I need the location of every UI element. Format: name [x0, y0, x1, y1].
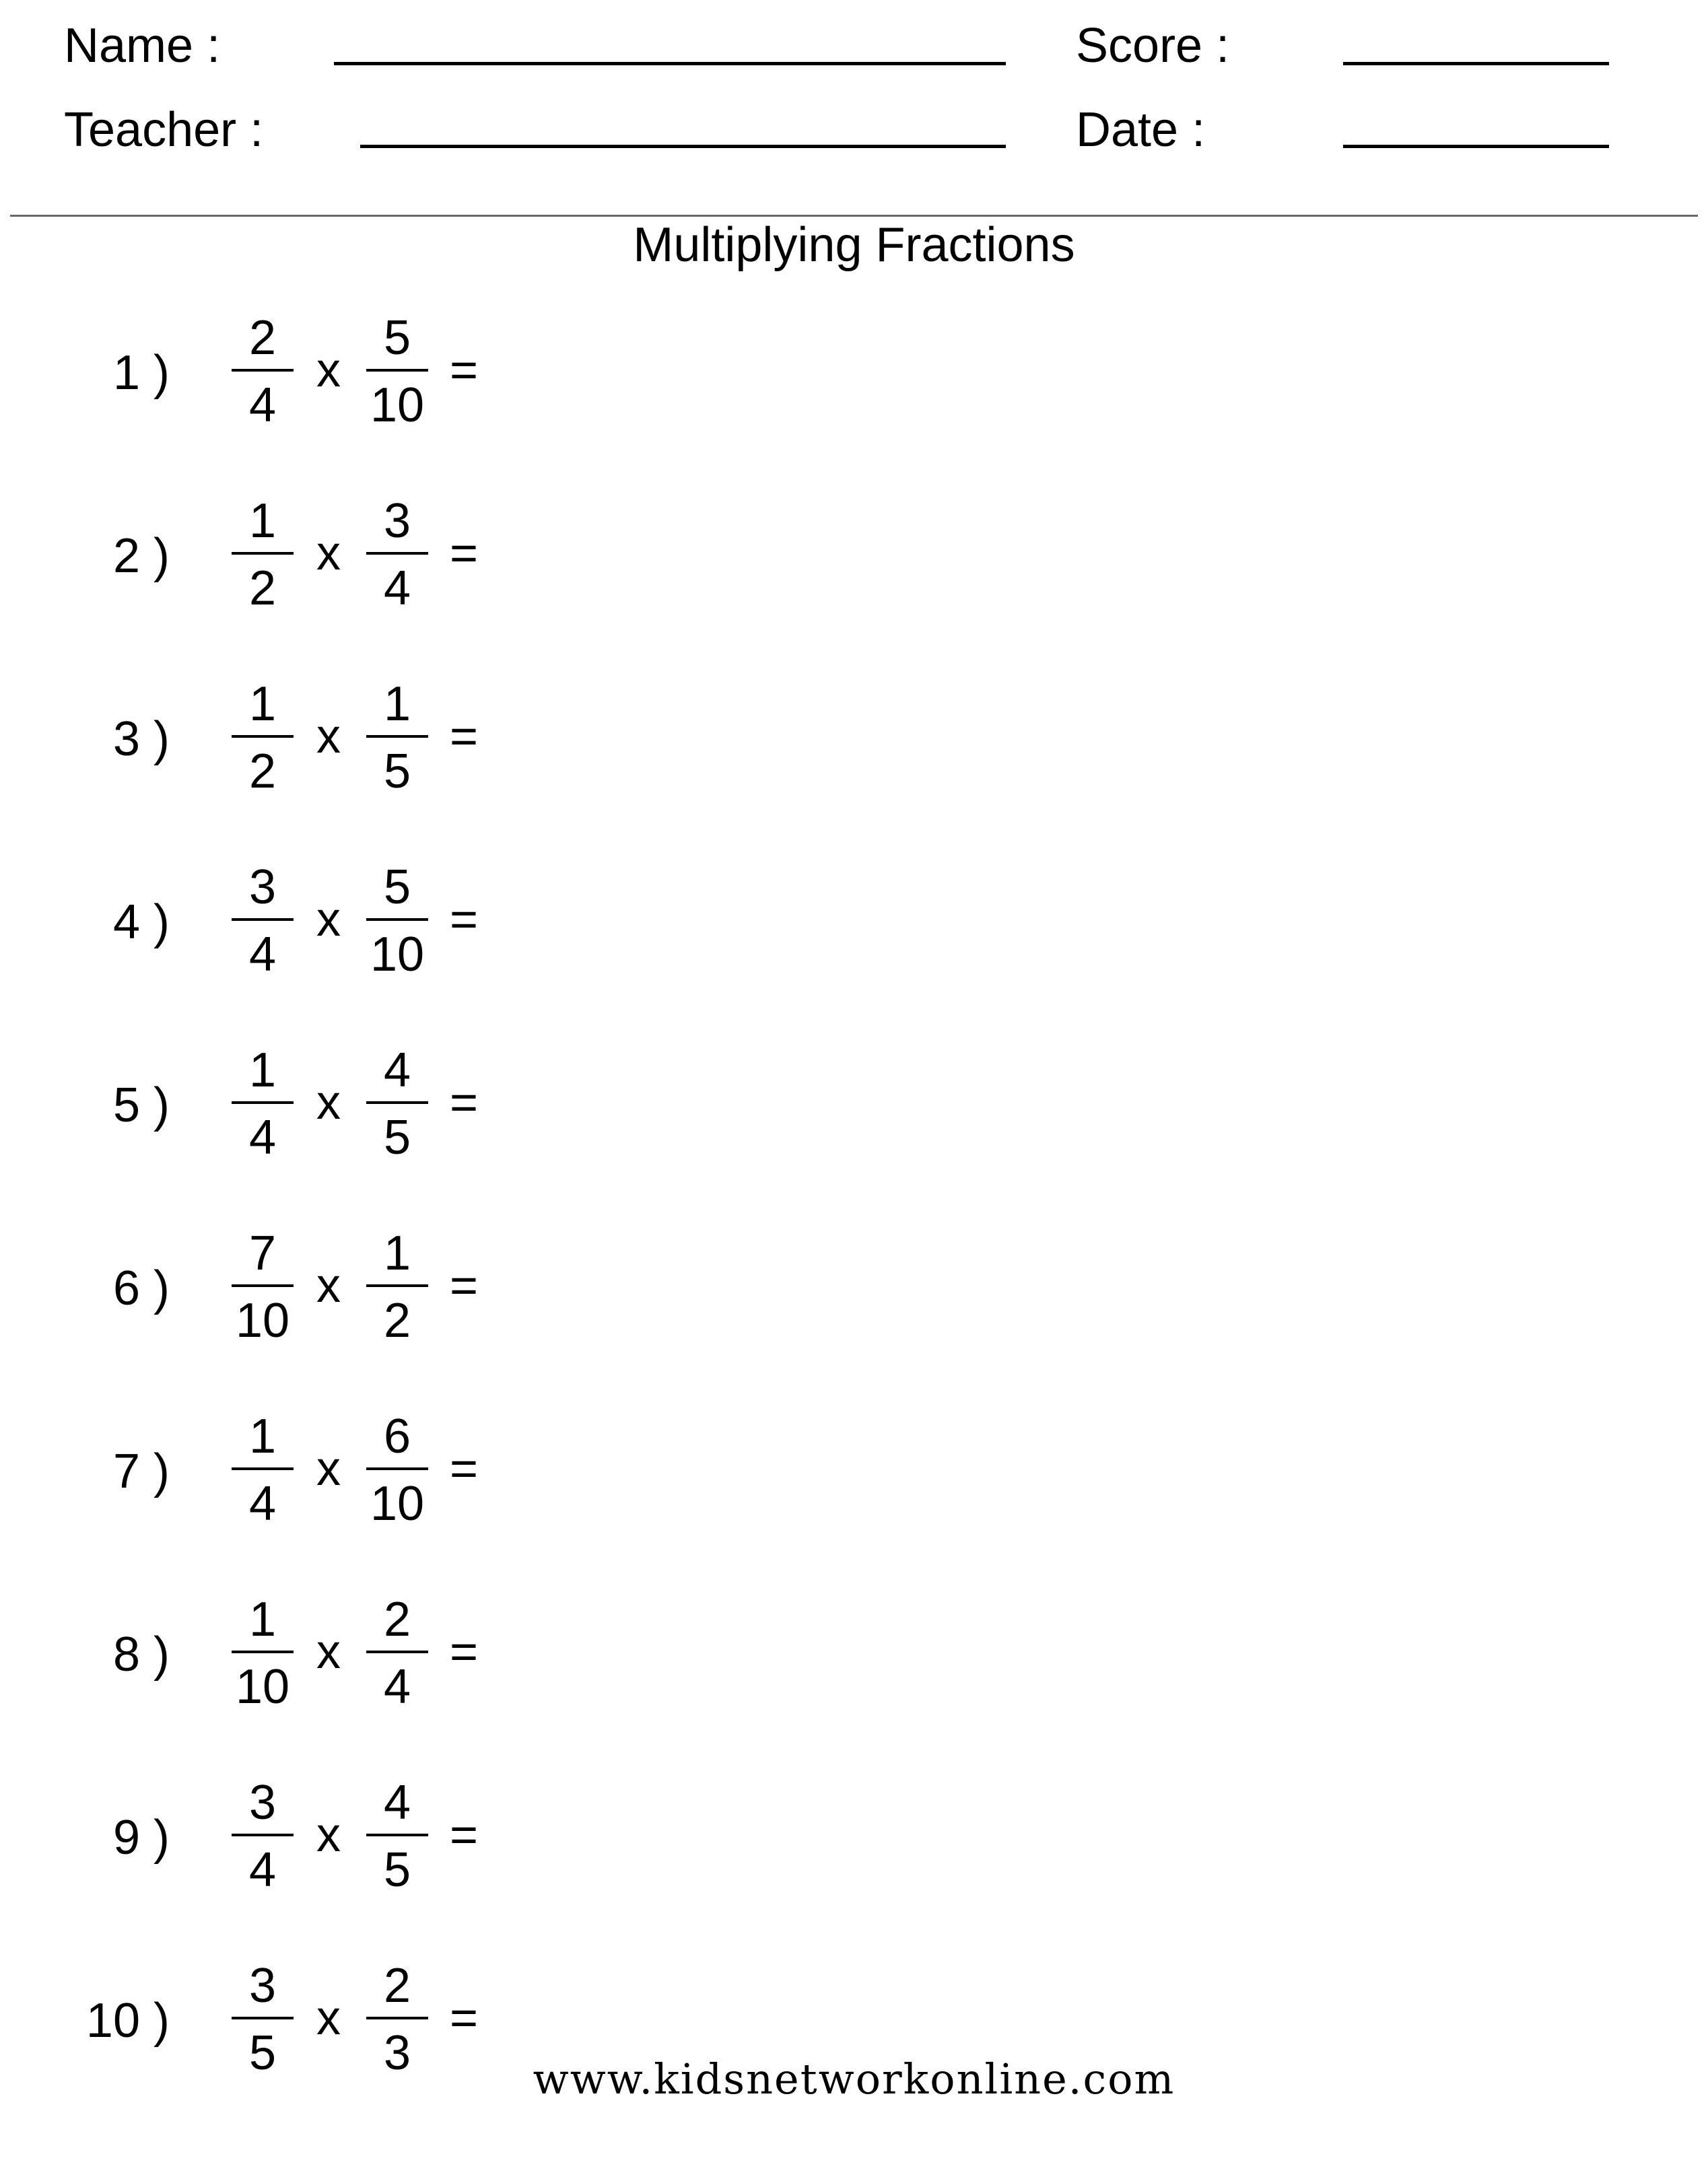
problem-row: [0, 306, 512, 440]
first-numerator: 7: [248, 1226, 277, 1280]
second-fraction-bar: [366, 918, 428, 921]
second-fraction-bar: [366, 2017, 428, 2019]
first-fraction-bar: [232, 918, 294, 921]
problem-number: 10 ): [86, 1994, 170, 2048]
second-numerator: 4: [383, 1776, 411, 1830]
first-denominator: 10: [235, 1660, 290, 1714]
equals-sign: =: [450, 893, 479, 946]
second-fraction: [365, 1404, 430, 1539]
first-fraction: [230, 1770, 295, 1905]
first-denominator: 4: [248, 1477, 277, 1531]
first-numerator: 3: [248, 1959, 277, 2013]
times-sign: x: [316, 1442, 341, 1496]
first-denominator: 4: [248, 928, 277, 981]
times-sign: x: [316, 343, 341, 397]
problem-row: [0, 672, 512, 806]
equals-sign: =: [450, 1808, 479, 1862]
equals-sign: =: [450, 1442, 479, 1496]
problem-number: 9 ): [112, 1811, 170, 1865]
date-field[interactable]: [1343, 145, 1609, 148]
name-field[interactable]: [334, 62, 1006, 65]
first-fraction: [230, 855, 295, 990]
first-denominator: 5: [248, 2026, 277, 2080]
second-fraction: [365, 672, 430, 806]
second-numerator: 1: [383, 677, 411, 731]
second-denominator: 3: [383, 2026, 411, 2080]
first-fraction: [230, 1404, 295, 1539]
first-fraction: [230, 1221, 295, 1356]
second-fraction: [365, 855, 430, 990]
second-numerator: 5: [383, 311, 411, 365]
second-fraction: [365, 1221, 430, 1356]
second-fraction-bar: [366, 735, 428, 738]
first-numerator: 1: [248, 1593, 277, 1647]
second-fraction-bar: [366, 1284, 428, 1287]
times-sign: x: [316, 1991, 341, 2045]
first-denominator: 4: [248, 1843, 277, 1897]
first-denominator: 4: [248, 1111, 277, 1165]
second-fraction: [365, 1587, 430, 1722]
header-divider: [10, 215, 1698, 217]
second-denominator: 4: [383, 1660, 411, 1714]
date-label: Date :: [1076, 103, 1206, 157]
first-fraction-bar: [232, 1651, 294, 1653]
first-fraction-bar: [232, 2017, 294, 2019]
problem-row: [0, 1221, 512, 1356]
first-fraction: [230, 1038, 295, 1173]
second-numerator: 2: [383, 1593, 411, 1647]
equals-sign: =: [450, 1076, 479, 1130]
problem-row: [0, 1587, 512, 1722]
times-sign: x: [316, 1259, 341, 1313]
problem-row: [0, 1770, 512, 1905]
equals-sign: =: [450, 1259, 479, 1313]
second-denominator: 10: [370, 378, 425, 432]
teacher-label: Teacher :: [64, 103, 264, 157]
second-denominator: 4: [383, 561, 411, 615]
first-numerator: 1: [248, 1410, 277, 1463]
problem-number: 7 ): [112, 1445, 170, 1498]
problem-number: 5 ): [112, 1078, 170, 1132]
second-numerator: 1: [383, 1226, 411, 1280]
first-denominator: 4: [248, 378, 277, 432]
problem-row: [0, 1404, 512, 1539]
problem-number: 8 ): [112, 1628, 170, 1682]
first-denominator: 10: [235, 1294, 290, 1348]
second-fraction-bar: [366, 1651, 428, 1653]
second-fraction: [365, 1770, 430, 1905]
second-fraction: [365, 489, 430, 623]
first-fraction: [230, 489, 295, 623]
teacher-field[interactable]: [360, 145, 1006, 148]
first-fraction-bar: [232, 369, 294, 372]
second-numerator: 2: [383, 1959, 411, 2013]
first-fraction-bar: [232, 1101, 294, 1104]
second-denominator: 5: [383, 1111, 411, 1165]
problem-number: 4 ): [112, 895, 170, 949]
first-fraction: [230, 306, 295, 440]
second-numerator: 4: [383, 1043, 411, 1097]
times-sign: x: [316, 893, 341, 946]
times-sign: x: [316, 526, 341, 580]
times-sign: x: [316, 1076, 341, 1130]
second-fraction-bar: [366, 552, 428, 555]
first-numerator: 1: [248, 1043, 277, 1097]
second-fraction: [365, 306, 430, 440]
second-numerator: 6: [383, 1410, 411, 1463]
name-label: Name :: [64, 19, 221, 73]
second-numerator: 5: [383, 860, 411, 914]
first-numerator: 1: [248, 677, 277, 731]
first-denominator: 2: [248, 561, 277, 615]
first-numerator: 3: [248, 1776, 277, 1830]
website-footer: www.kidsnetworkonline.com: [533, 2054, 1175, 2104]
second-fraction-bar: [366, 369, 428, 372]
first-denominator: 2: [248, 744, 277, 798]
score-label: Score :: [1076, 19, 1230, 73]
problem-row: [0, 1038, 512, 1173]
score-field[interactable]: [1343, 62, 1609, 65]
times-sign: x: [316, 709, 341, 763]
second-numerator: 3: [383, 494, 411, 548]
first-fraction-bar: [232, 735, 294, 738]
times-sign: x: [316, 1808, 341, 1862]
second-denominator: 10: [370, 1477, 425, 1531]
worksheet-title: Multiplying Fractions: [633, 218, 1075, 272]
first-fraction-bar: [232, 1467, 294, 1470]
problem-number: 1 ): [112, 346, 170, 400]
equals-sign: =: [450, 709, 479, 763]
first-fraction-bar: [232, 552, 294, 555]
first-fraction-bar: [232, 1834, 294, 1836]
equals-sign: =: [450, 1625, 479, 1679]
second-denominator: 5: [383, 1843, 411, 1897]
problem-row: [0, 489, 512, 623]
first-fraction: [230, 672, 295, 806]
problem-number: 6 ): [112, 1261, 170, 1315]
problem-number: 2 ): [112, 529, 170, 583]
equals-sign: =: [450, 343, 479, 397]
times-sign: x: [316, 1625, 341, 1679]
second-denominator: 10: [370, 928, 425, 981]
second-fraction-bar: [366, 1467, 428, 1470]
first-fraction: [230, 1587, 295, 1722]
first-numerator: 3: [248, 860, 277, 914]
second-fraction-bar: [366, 1101, 428, 1104]
second-fraction: [365, 1038, 430, 1173]
equals-sign: =: [450, 1991, 479, 2045]
first-numerator: 1: [248, 494, 277, 548]
first-numerator: 2: [248, 311, 277, 365]
problem-row: [0, 855, 512, 990]
second-denominator: 5: [383, 744, 411, 798]
problem-number: 3 ): [112, 712, 170, 766]
second-denominator: 2: [383, 1294, 411, 1348]
first-fraction-bar: [232, 1284, 294, 1287]
equals-sign: =: [450, 526, 479, 580]
second-fraction-bar: [366, 1834, 428, 1836]
